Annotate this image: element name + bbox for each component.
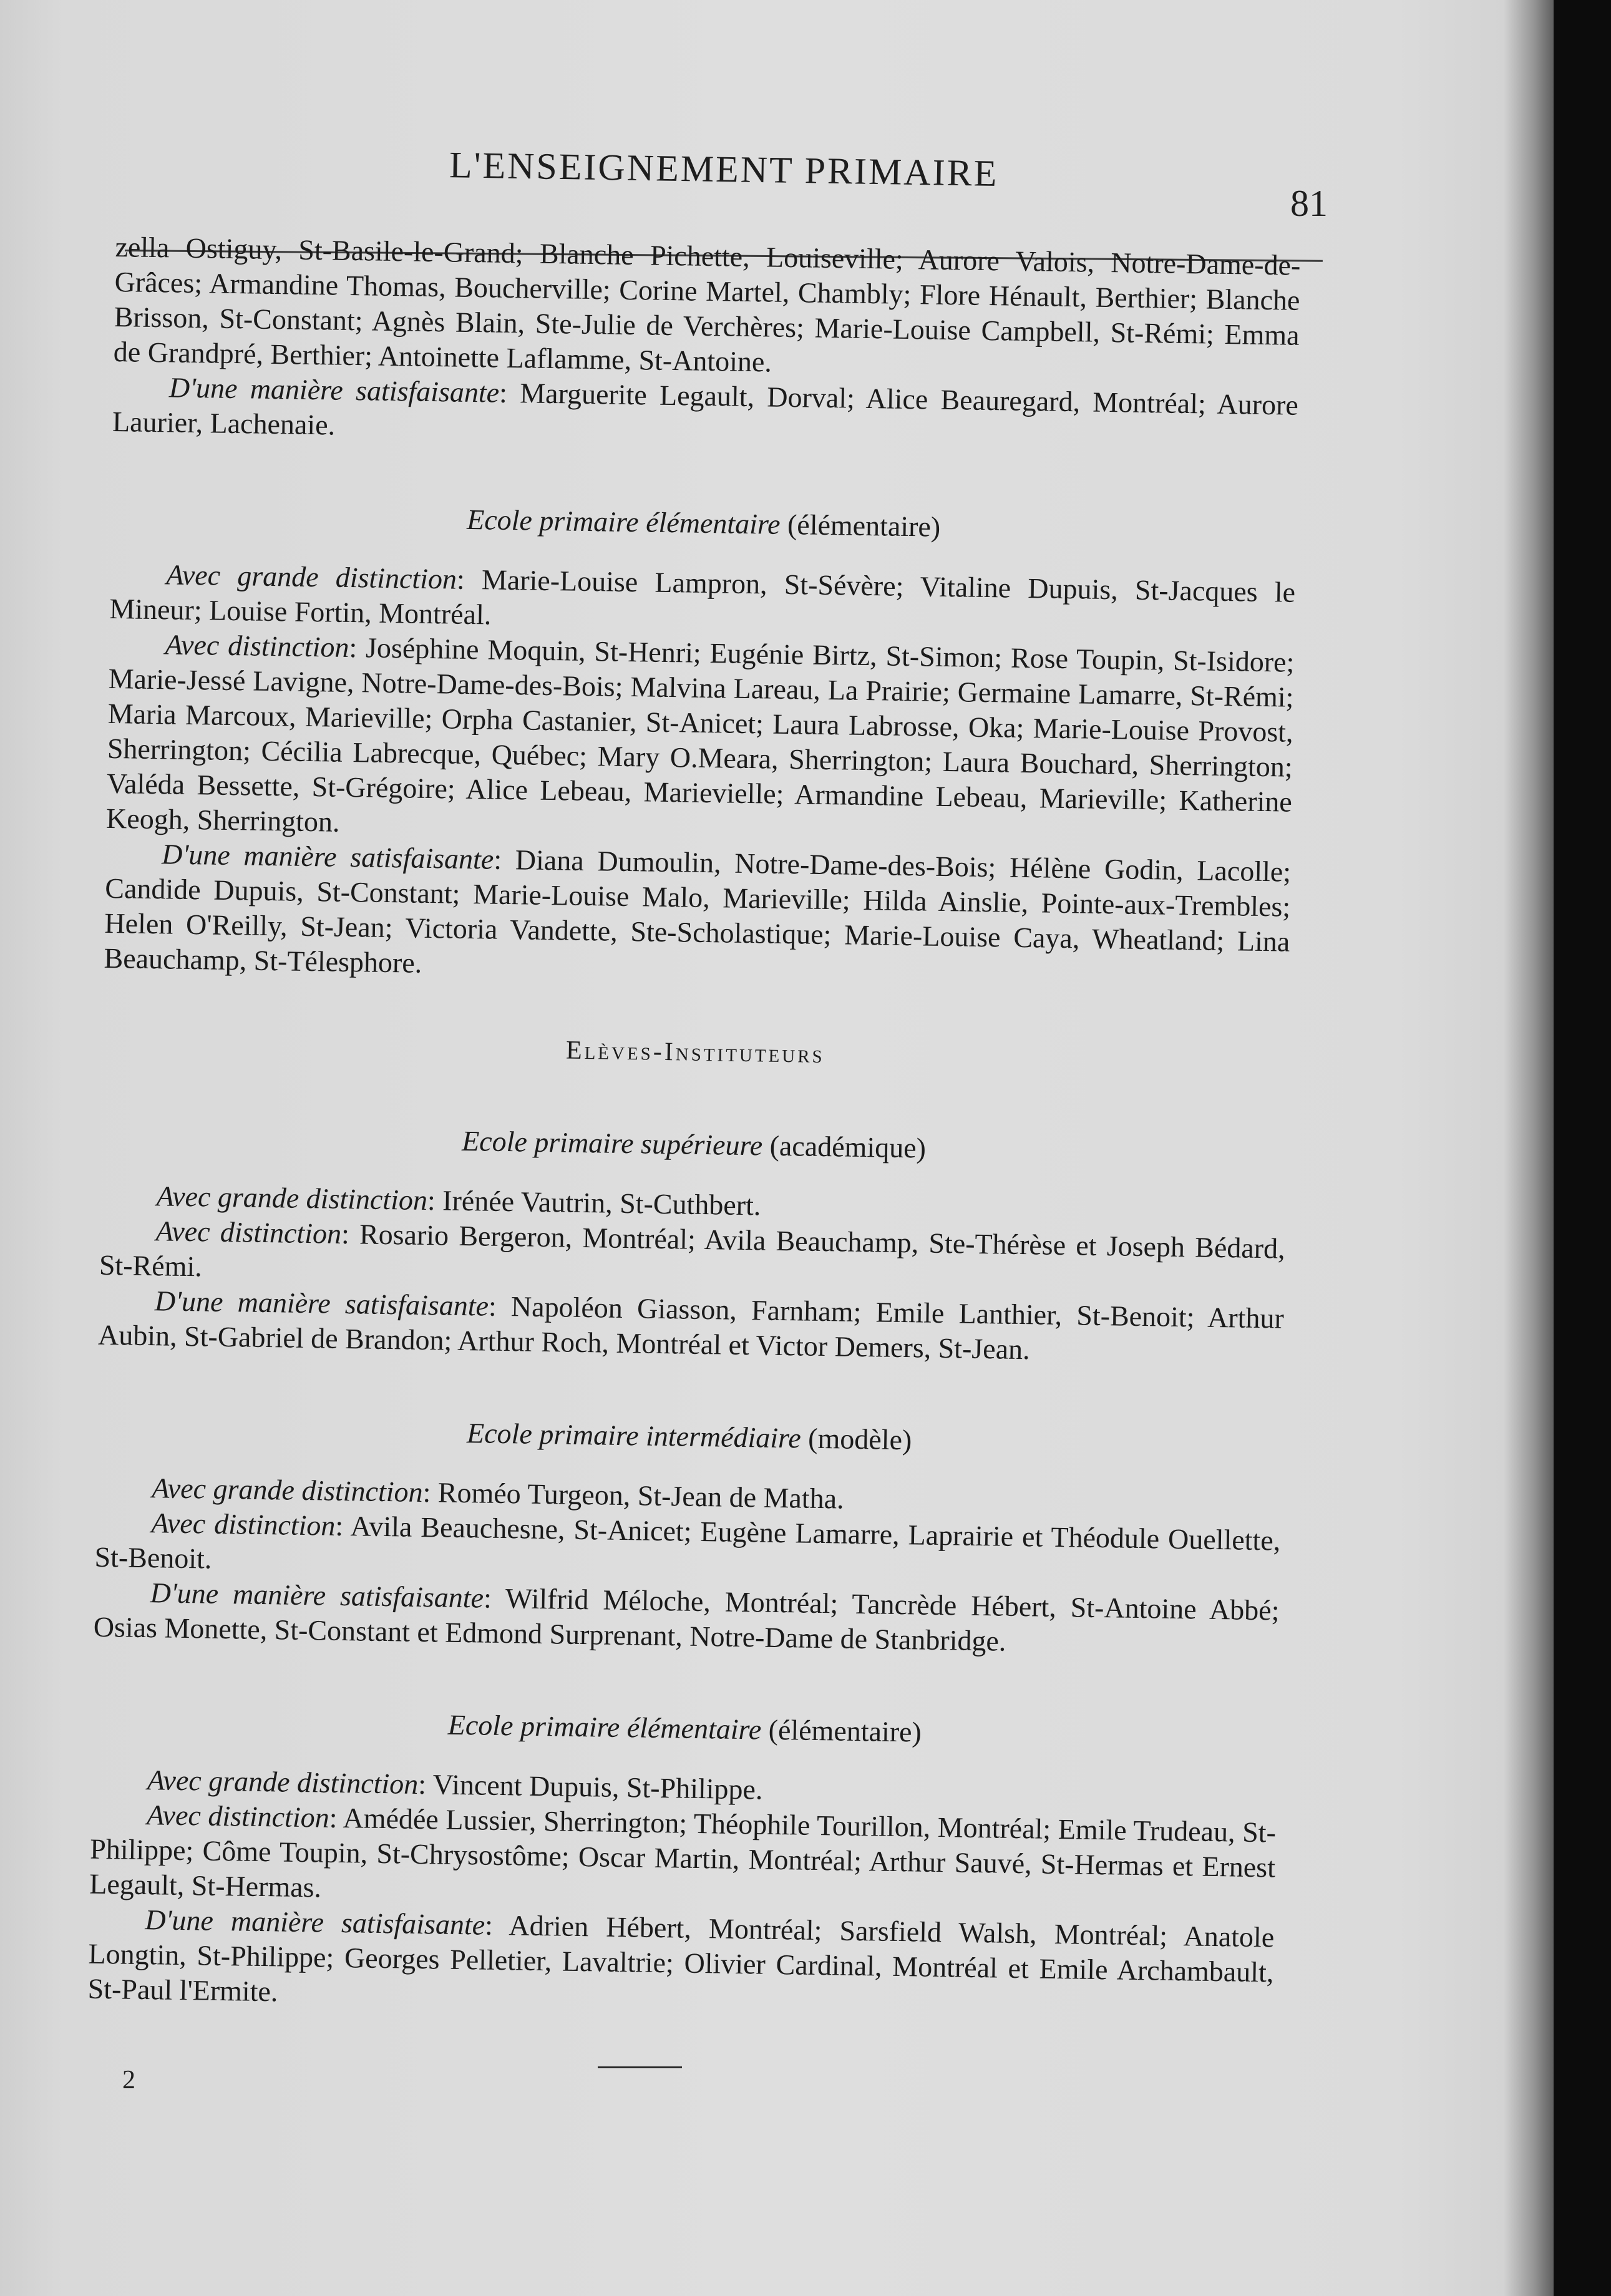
grande-distinction-label: Avec grande distinction <box>147 1764 419 1800</box>
distinction-label: Avec distinction <box>146 1799 330 1834</box>
satisfaisante-text: : Adrien Hébert, Montréal; Sarsfield Walsh, Montréal; Anatole Longtin, St-Philippe; Georges Pelletier, Lavaltrie; Olivier Cardinal, Montréal et Emile Archambault, St-Paul l'Ermite. <box>87 1909 1275 2008</box>
satisfaisante-paragraph <box>87 1902 1274 2025</box>
intro-satisfaisante-text: : Marguerite Legault, Dorval; Alice Beauregard, Montréal; Aurore Laurier, Lachenaie. <box>112 376 1299 441</box>
heading-italic: Ecole primaire supérieure <box>461 1124 763 1162</box>
section-heading-elementaire-2 <box>92 1702 1278 1756</box>
heading-italic: Ecole primaire élémentaire <box>466 503 781 540</box>
section-title-eleves-instituteurs: Elèves-Instituteurs <box>565 1036 825 1069</box>
footer-rule <box>598 2066 682 2068</box>
satisfaisante-text: : Diana Dumoulin, Notre-Dame-des-Bois; Hélène Godin, Lacolle; Candide Dupuis, St-Constant; Marie-Louise Malo, Marieville; Hilda Ainslie, Pointe-aux-Trembles; Helen O'Reilly, St-Jean; Victoria Vandette, Ste-Scholastique; Marie-Louise Caya, Wheatland; Lina Beauchamp, St-Télesphore. <box>104 843 1292 979</box>
page-body <box>87 230 1301 2025</box>
distinction-label: Avec distinction <box>165 628 349 663</box>
satisfaisante-text: : Wilfrid Méloche, Montréal; Tancrède Hébert, St-Antoine Abbé; Osias Monette, St-Constant et Edmond Surprenant, Notre-Dame de Stanbridge. <box>93 1582 1280 1657</box>
satisfaisante-label: D'une manière satisfaisante <box>150 1577 484 1614</box>
section-heading-intermediaire <box>96 1410 1282 1464</box>
heading-paren: (élémentaire) <box>761 1713 922 1748</box>
distinction-text: : Joséphine Moquin, St-Henri; Eugénie Birtz, St-Simon; Rose Toupin, St-Isidore; Marie-Jessé Lavigne, Notre-Dame-des-Bois; Malvina Lareau, La Prairie; Germaine Lamarre, St-Rémi; Maria Marcoux, Marieville; Orpha Castanier, St-Anicet; Laura Labrosse, Oka; Marie-Louise Provost, Sherrington; Cécilia Labrecque, Québec; Mary O.Meara, Sherrington; Laura Bouchard, Sherrington; Valéda Bessette, St-Grégoire; Alice Lebeau, Marievielle; Armandine Lebeau, Marieville; Katherine Keogh, Sherrington. <box>105 631 1295 838</box>
grande-distinction-text: : Irénée Vautrin, St-Cuthbert. <box>427 1184 761 1222</box>
signature-mark: 2 <box>122 2066 135 2094</box>
heading-paren: (académique) <box>762 1129 927 1164</box>
page-number: 81 <box>1290 183 1328 224</box>
grande-distinction-label: Avec grande distinction <box>165 558 457 595</box>
intro-satisfaisante-label: D'une manière satisfaisante <box>168 371 500 409</box>
heading-paren: (élémentaire) <box>780 508 941 543</box>
satisfaisante-label: D'une manière satisfaisante <box>154 1285 489 1322</box>
satisfaisante-text: : Napoléon Giasson, Farnham; Emile Lanthier, St-Benoit; Arthur Aubin, St-Gabriel de Brandon; Arthur Roch, Montréal et Victor Demers, St-Jean. <box>97 1290 1285 1366</box>
distinction-label: Avec distinction <box>155 1215 342 1250</box>
heading-italic: Ecole primaire élémentaire <box>447 1708 762 1746</box>
distinction-text: : Rosario Bergeron, Montréal; Avila Beauchamp, Ste-Thérèse et Joseph Bédard, St-Rémi. <box>99 1217 1285 1283</box>
distinction-label: Avec distinction <box>151 1507 336 1542</box>
distinction-text: : Amédée Lussier, Sherrington; Théophile Tourillon, Montréal; Emile Trudeau, St-Philippe; Côme Toupin, St-Chrysostôme; Oscar Martin, Montréal; Arthur Sauvé, St-Hermas et Ernest Legault, St-Hermas. <box>89 1801 1277 1904</box>
heading-italic: Ecole primaire intermédiaire <box>466 1417 802 1454</box>
distinction-text: : Avila Beauchesne, St-Anicet; Eugène Lamarre, Laprairie et Théodule Ouellette, St-Benoit. <box>94 1509 1281 1575</box>
satisfaisante-label: D'une manière satisfaisante <box>161 838 494 875</box>
grande-distinction-text: : Vincent Dupuis, St-Philippe. <box>417 1768 763 1806</box>
distinction-paragraph <box>106 626 1295 855</box>
grande-distinction-text: : Roméo Turgeon, St-Jean de Matha. <box>422 1476 845 1515</box>
grande-distinction-label: Avec grande distinction <box>156 1180 428 1217</box>
satisfaisante-label: D'une manière satisfaisante <box>145 1904 485 1941</box>
heading-paren: (modèle) <box>801 1422 912 1456</box>
grande-distinction-label: Avec grande distinction <box>151 1472 424 1508</box>
distinction-paragraph <box>89 1797 1276 1920</box>
satisfaisante-paragraph <box>104 836 1291 995</box>
section-heading-elementaire-1 <box>110 497 1297 550</box>
page-edge-shadow <box>1504 0 1554 2296</box>
intro-paragraph: zella Ostiguy, St-Basile-le-Grand; Blanche Pichette, Louiseville; Aurore Valois, Notre-Dame-de-Grâces; Armandine Thomas, Boucherville; Corine Martel, Chambly; Flore Hénault, Berthier; Blanche Brisson, St-Constant; Agnès Blain, Ste-Julie de Verchères; Marie-Louise Campbell, St-Rémi; Emma de Grandpré, Berthier; Antoinette Laflamme, St-Antoine. <box>113 230 1301 378</box>
running-header: L'ENSEIGNEMENT PRIMAIRE <box>449 144 999 194</box>
grande-distinction-text: : Marie-Louise Lampron, St-Sévère; Vitaline Dupuis, St-Jacques le Mineur; Louise Fortin, Montréal. <box>109 563 1296 631</box>
section-heading-superieure <box>101 1118 1287 1172</box>
